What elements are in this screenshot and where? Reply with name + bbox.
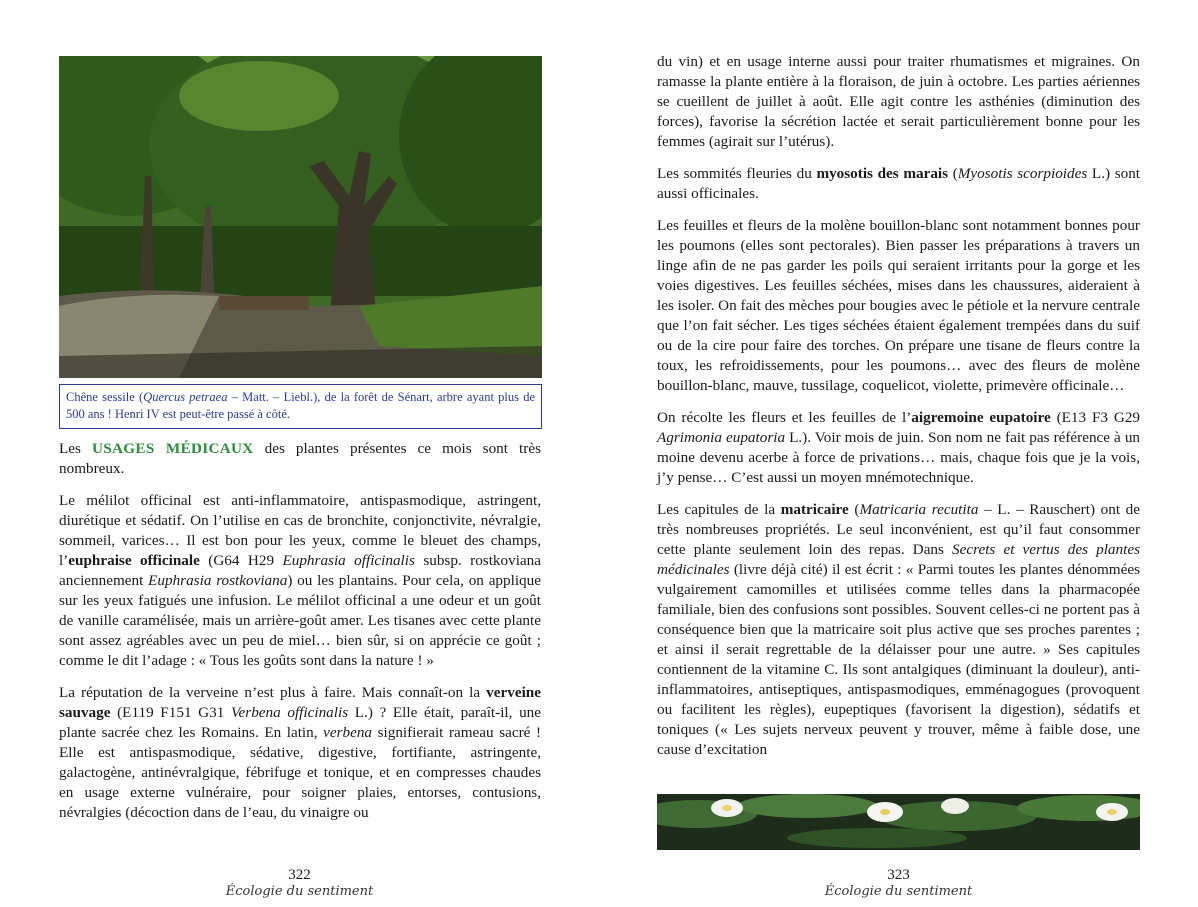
paragraph-continuation: du vin) et en usage interne aussi pour traiter rhumatismes et migraines. On ramasse la plante entière à la floraison, de juin à octobre. Les parties aériennes se cueillent de juillet à août. Elle agit contre les asthénies (diminution des forces), favorise la sécrétion lactée et serait particulièrement bonne pour les femmes (agirait sur l’utérus). [657,53,1140,150]
paragraph-usages: Les USAGES MÉDICAUX des plantes présentes ce mois sont très nombreux. [59,440,541,477]
paragraph-melilot: Le mélilot officinal est anti-inflammatoire, antispasmodique, astringent, diurétique et sédatif. On l’utilise en cas de bronchite, conjonctivite, névralgie, sommeil, varices… Il est bon pour les yeux, comme le bleuet des champs, l’euphraise officinale (G64 H29 Euphrasia officinalis subsp. rostkoviana anciennement Euphrasia rostkoviana) ou les plantains. Pour cela, on applique sur les yeux fatigués une infusion. Le mélilot officinal a une odeur et un goût de vanille caramélisée, mais un arrière-goût amer. Les tisanes avec cette plante sont assez agréables avec un peu de miel… bien sûr, si on apprécie ce goût ; comme le dit l’adage : « Tous les goûts sont dans la nature ! » [59,492,541,669]
right-page [599,0,1198,907]
page-number-right: 323 [887,867,910,883]
left-body-text [59,439,541,835]
oak-tree-photo [59,56,542,378]
water-lily-photo [657,794,1140,850]
photo-caption: Chêne sessile (Quercus petraea – Matt. – Liebl.), de la forêt de Sénart, arbre ayant plus de 500 ans ! Henri IV est peut-être passé à côté. [59,384,542,429]
paragraph-molene: Les feuilles et fleurs de la molène bouillon-blanc sont notamment bonnes pour les poumons (elles sont pectorales). Bien passer les préparations à travers un linge afin de ne pas garder les poils qui seraient irritants pour la gorge et les voies digestives. Les feuilles séchées, mises dans les chaussures, aideraient à les isoler. On fait des mèches pour bougies avec le pétiole et la nervure centrale que l’on fait sécher. Les tiges séchées étaient également trempées dans du suif ou de la cire pour faire des torches. On prépare une tisane de fleurs contre la toux, les refroidissements, pour les poumons… avec des fleurs de molène bouillon-blanc, mauve, tussilage, coquelicot, violette, primevère officinale… [657,217,1140,394]
paragraph-myosotis: Les sommités fleuries du myosotis des marais (Myosotis scorpioides L.) sont aussi officinales. [657,165,1141,202]
paragraph-aigremoine: On récolte les fleurs et les feuilles de l’aigremoine eupatoire (E13 F3 G29 Agrimonia eupatoria L.). Voir mois de juin. Son nom ne fait pas référence à un moine devenu acerbe à force de privations… mais, chaque fois que je la vois, j’y pense… C’est aussi un moyen mnémotechnique. [657,409,1141,486]
running-footer-right: Écologie du sentiment [824,884,973,899]
paragraph-verveine: La réputation de la verveine n’est plus à faire. Mais connaît-on la verveine sauvage (E119 F151 G31 Verbena officinalis L.) ? Elle était, paraît-il, une plante sacrée chez les Romains. En latin, verbena signifierait rameau sacré ! Elle est antispasmodique, sédative, digestive, fortifiante, astringente, galactogène, antinévralgique, fébrifuge et tonique, et en compresses chaudes en usage externe vulnéraire, pour soigner plaies, entorses, contusions, névralgies (décoction dans de l’eau, du vinaigre ou [59,684,541,821]
running-footer-left: Écologie du sentiment [225,884,374,899]
paragraph-matricaire: Les capitules de la matricaire (Matricaria recutita – L. – Rauschert) ont de très nombreuses propriétés. Le seul inconvénient, est qu’il faut consommer cette plante seulement loin des repas. Dans Secrets et vertus des plantes médicinales (livre déjà cité) il est écrit : « Parmi toutes les plantes dénommées vulgairement camomilles et utilisées comme telles dans la pharmacopée familiale, bien des confusions sont possibles. Souvent celles-ci ne portent pas à conséquence bien que la matricaire soit plus active que ses proches parentes ; et ainsi il serait regrettable de la délaisser pour une autre. » Ses capitules contiennent de la vitamine C. Ils sont antalgiques (diminuant la douleur), anti-inflammatoires, antiseptiques, antispasmodiques, emménagogues (provoquent ou facilitent les règles), eupeptiques (favorisent la digestion), sédatifs et toniques (« Les sujets nerveux peuvent y trouver, même à faible dose, une cause d’excitation [657,501,1141,758]
page-number-left: 322 [288,867,311,883]
right-body-text [657,52,1140,772]
